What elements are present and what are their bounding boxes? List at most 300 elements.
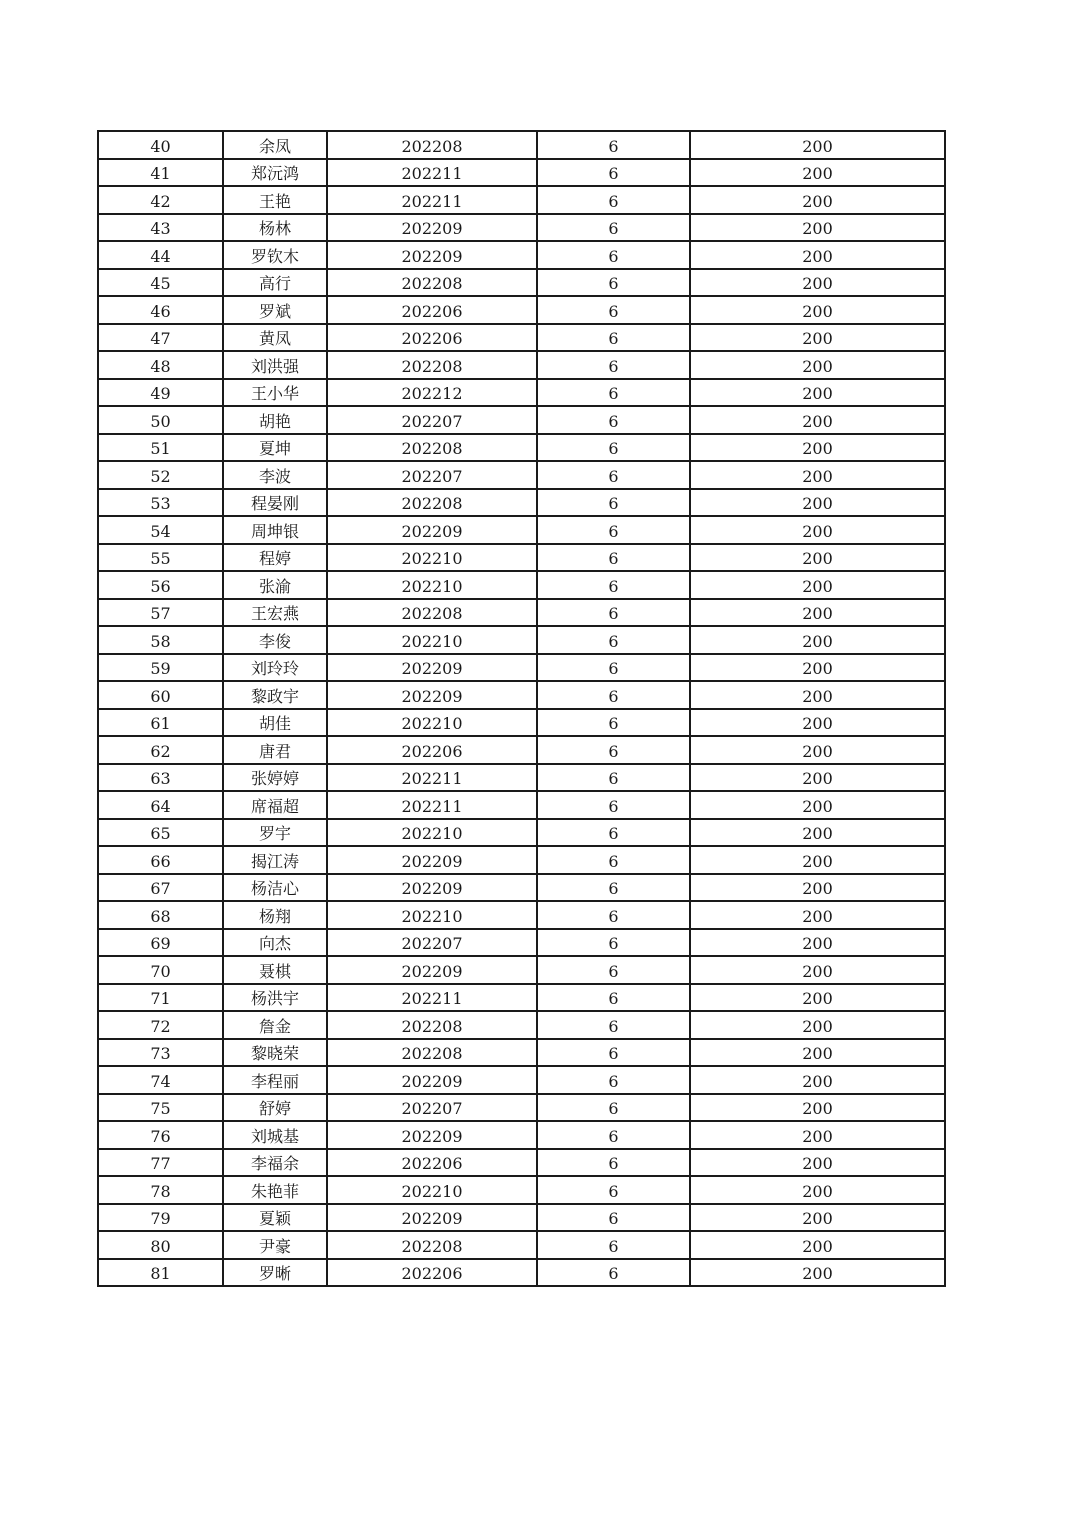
name-cell: [223, 241, 327, 269]
count-cell: [537, 901, 690, 929]
row-number-cell-text: 50: [150, 411, 171, 431]
name-cell: [223, 379, 327, 407]
month-cell: [327, 901, 537, 929]
table-row: [98, 709, 945, 737]
count-cell: [537, 874, 690, 902]
month-cell: [327, 269, 537, 297]
amount-cell-text: 200: [802, 961, 833, 981]
count-cell: [537, 186, 690, 214]
month-cell: [327, 874, 537, 902]
name-cell: [223, 1204, 327, 1232]
name-cell: [223, 159, 327, 187]
amount-cell: [690, 901, 945, 929]
row-number-cell-text: 67: [150, 879, 171, 898]
month-cell-text: 202210: [401, 714, 463, 733]
month-cell: [327, 131, 537, 159]
count-cell: [537, 516, 690, 544]
count-cell-text: 6: [608, 1016, 619, 1036]
row-number-cell-text: 70: [150, 961, 171, 981]
month-cell-text: 202208: [401, 274, 463, 293]
month-cell-text: 202210: [401, 906, 463, 926]
table-body: [98, 131, 945, 1286]
month-cell: [327, 159, 537, 187]
amount-cell: [690, 406, 945, 434]
row-number-cell-text: 65: [150, 824, 171, 843]
month-cell: [327, 709, 537, 737]
name-cell: [223, 406, 327, 434]
month-cell: [327, 1259, 537, 1287]
name-cell-text: 黄凤: [258, 329, 291, 348]
name-cell-text: 杨林: [258, 219, 291, 238]
count-cell-text: 6: [608, 329, 619, 348]
row-number-cell: [98, 241, 223, 269]
count-cell-text: 6: [608, 1044, 619, 1063]
row-number-cell: [98, 956, 223, 984]
name-cell-text: 詹金: [258, 1016, 291, 1036]
name-cell: [223, 269, 327, 297]
count-cell: [537, 764, 690, 792]
row-number-cell-text: 76: [150, 1126, 171, 1146]
month-cell: [327, 241, 537, 269]
count-cell-text: 6: [608, 604, 619, 623]
amount-cell: [690, 654, 945, 682]
row-number-cell: [98, 929, 223, 957]
count-cell: [537, 1066, 690, 1094]
amount-cell: [690, 709, 945, 737]
count-cell-text: 6: [608, 301, 619, 321]
row-number-cell-text: 71: [150, 989, 171, 1008]
count-cell: [537, 654, 690, 682]
name-cell: [223, 1149, 327, 1177]
amount-cell-text: 200: [802, 851, 833, 871]
month-cell-text: 202208: [401, 1016, 463, 1036]
name-cell: [223, 571, 327, 599]
month-cell: [327, 461, 537, 489]
row-number-cell-text: 81: [150, 1264, 171, 1283]
count-cell: [537, 571, 690, 599]
row-number-cell: [98, 351, 223, 379]
count-cell-text: 6: [608, 576, 619, 596]
name-cell-text: 胡艳: [258, 411, 291, 431]
count-cell-text: 6: [608, 136, 619, 156]
count-cell-text: 6: [608, 659, 619, 678]
amount-cell-text: 200: [802, 741, 833, 761]
amount-cell: [690, 1039, 945, 1067]
amount-cell: [690, 544, 945, 572]
count-cell-text: 6: [608, 906, 619, 926]
table-row: [98, 846, 945, 874]
amount-cell-text: 200: [802, 604, 833, 623]
month-cell: [327, 1204, 537, 1232]
table-row: [98, 406, 945, 434]
count-cell-text: 6: [608, 796, 619, 816]
amount-cell-text: 200: [802, 576, 833, 596]
row-number-cell: [98, 434, 223, 462]
amount-cell-text: 200: [802, 989, 833, 1008]
row-number-cell-text: 53: [150, 494, 171, 513]
count-cell-text: 6: [608, 769, 619, 788]
month-cell: [327, 819, 537, 847]
count-cell: [537, 544, 690, 572]
month-cell-text: 202209: [401, 879, 463, 898]
name-cell: [223, 681, 327, 709]
amount-cell: [690, 186, 945, 214]
name-cell-text: 程晏刚: [250, 494, 299, 513]
count-cell: [537, 626, 690, 654]
month-cell: [327, 489, 537, 517]
month-cell-text: 202209: [401, 686, 463, 706]
row-number-cell-text: 78: [150, 1181, 171, 1201]
name-cell-text: 张婷婷: [250, 769, 299, 788]
count-cell: [537, 159, 690, 187]
amount-cell-text: 200: [802, 246, 833, 266]
month-cell: [327, 626, 537, 654]
table-row: [98, 1204, 945, 1232]
table-row: [98, 1231, 945, 1259]
amount-cell-text: 200: [802, 1016, 833, 1036]
row-number-cell: [98, 681, 223, 709]
row-number-cell: [98, 1176, 223, 1204]
month-cell: [327, 379, 537, 407]
name-cell: [223, 1231, 327, 1259]
month-cell-text: 202207: [401, 466, 463, 486]
table-row: [98, 874, 945, 902]
month-cell-text: 202211: [401, 796, 463, 816]
count-cell-text: 6: [608, 274, 619, 293]
amount-cell-text: 200: [802, 1071, 833, 1091]
row-number-cell: [98, 1204, 223, 1232]
name-cell-text: 向杰: [258, 934, 291, 953]
row-number-cell: [98, 654, 223, 682]
month-cell-text: 202209: [401, 521, 463, 541]
name-cell: [223, 516, 327, 544]
month-cell-text: 202210: [401, 631, 463, 651]
row-number-cell: [98, 324, 223, 352]
amount-cell: [690, 1094, 945, 1122]
row-number-cell-text: 47: [150, 329, 171, 348]
name-cell-text: 胡佳: [258, 714, 291, 733]
name-cell-text: 罗宇: [258, 824, 291, 843]
amount-cell: [690, 984, 945, 1012]
row-number-cell: [98, 379, 223, 407]
name-cell-text: 黎政宇: [250, 686, 299, 706]
count-cell: [537, 379, 690, 407]
row-number-cell-text: 56: [150, 576, 171, 596]
name-cell: [223, 461, 327, 489]
row-number-cell-text: 60: [150, 686, 171, 706]
table-row: [98, 681, 945, 709]
name-cell: [223, 956, 327, 984]
name-cell-text: 揭江涛: [250, 851, 299, 871]
count-cell-text: 6: [608, 686, 619, 706]
amount-cell-text: 200: [802, 1181, 833, 1201]
month-cell: [327, 1231, 537, 1259]
count-cell-text: 6: [608, 989, 619, 1008]
row-number-cell: [98, 544, 223, 572]
name-cell-text: 李波: [258, 466, 291, 486]
amount-cell: [690, 791, 945, 819]
count-cell: [537, 599, 690, 627]
count-cell: [537, 791, 690, 819]
count-cell-text: 6: [608, 824, 619, 843]
count-cell-text: 6: [608, 879, 619, 898]
row-number-cell: [98, 819, 223, 847]
row-number-cell: [98, 1066, 223, 1094]
table-row: [98, 544, 945, 572]
amount-cell: [690, 1176, 945, 1204]
count-cell-text: 6: [608, 164, 619, 183]
month-cell: [327, 1121, 537, 1149]
table-row: [98, 654, 945, 682]
row-number-cell: [98, 1259, 223, 1287]
month-cell: [327, 1066, 537, 1094]
count-cell: [537, 846, 690, 874]
row-number-cell: [98, 1149, 223, 1177]
row-number-cell-text: 72: [150, 1016, 171, 1036]
count-cell: [537, 956, 690, 984]
name-cell-text: 席福超: [250, 796, 299, 816]
month-cell: [327, 1011, 537, 1039]
table-row: [98, 736, 945, 764]
count-cell: [537, 1121, 690, 1149]
amount-cell: [690, 1066, 945, 1094]
row-number-cell: [98, 599, 223, 627]
amount-cell-text: 200: [802, 1236, 833, 1256]
name-cell: [223, 1094, 327, 1122]
count-cell: [537, 929, 690, 957]
table-row: [98, 1011, 945, 1039]
row-number-cell-text: 46: [150, 301, 171, 321]
month-cell-text: 202212: [401, 384, 463, 403]
count-cell: [537, 351, 690, 379]
table-row: [98, 351, 945, 379]
month-cell: [327, 516, 537, 544]
month-cell: [327, 571, 537, 599]
amount-cell-text: 200: [802, 439, 833, 458]
amount-cell-text: 200: [802, 1264, 833, 1283]
name-cell-text: 王艳: [258, 191, 291, 211]
month-cell: [327, 764, 537, 792]
amount-cell: [690, 736, 945, 764]
name-cell: [223, 1039, 327, 1067]
table-row: [98, 461, 945, 489]
name-cell: [223, 709, 327, 737]
count-cell: [537, 1094, 690, 1122]
row-number-cell-text: 42: [150, 191, 171, 211]
count-cell-text: 6: [608, 934, 619, 953]
name-cell-text: 罗斌: [258, 301, 291, 321]
count-cell-text: 6: [608, 631, 619, 651]
count-cell: [537, 214, 690, 242]
count-cell-text: 6: [608, 961, 619, 981]
count-cell: [537, 1204, 690, 1232]
name-cell: [223, 626, 327, 654]
count-cell: [537, 324, 690, 352]
row-number-cell: [98, 406, 223, 434]
month-cell: [327, 929, 537, 957]
row-number-cell-text: 40: [150, 136, 171, 156]
month-cell-text: 202206: [401, 1154, 463, 1173]
amount-cell-text: 200: [802, 466, 833, 486]
name-cell-text: 刘玲玲: [250, 659, 299, 678]
count-cell-text: 6: [608, 521, 619, 541]
count-cell-text: 6: [608, 851, 619, 871]
name-cell: [223, 131, 327, 159]
amount-cell-text: 200: [802, 329, 833, 348]
name-cell-text: 朱艳菲: [250, 1181, 299, 1201]
amount-cell-text: 200: [802, 164, 833, 183]
count-cell-text: 6: [608, 714, 619, 733]
row-number-cell: [98, 1231, 223, 1259]
name-cell: [223, 351, 327, 379]
month-cell-text: 202211: [401, 769, 463, 788]
month-cell-text: 202211: [401, 191, 463, 211]
name-cell: [223, 1176, 327, 1204]
amount-cell-text: 200: [802, 769, 833, 788]
month-cell-text: 202206: [401, 301, 463, 321]
amount-cell: [690, 159, 945, 187]
name-cell-text: 杨翔: [258, 906, 291, 926]
month-cell-text: 202209: [401, 659, 463, 678]
month-cell: [327, 434, 537, 462]
amount-cell: [690, 599, 945, 627]
month-cell-text: 202208: [401, 439, 463, 458]
row-number-cell-text: 48: [150, 356, 171, 376]
count-cell-text: 6: [608, 1209, 619, 1228]
month-cell-text: 202208: [401, 356, 463, 376]
table-row: [98, 434, 945, 462]
name-cell: [223, 1121, 327, 1149]
count-cell: [537, 1231, 690, 1259]
table-row: [98, 571, 945, 599]
month-cell-text: 202208: [401, 494, 463, 513]
count-cell: [537, 131, 690, 159]
month-cell: [327, 956, 537, 984]
month-cell-text: 202209: [401, 219, 463, 238]
name-cell-text: 周坤银: [250, 521, 299, 541]
month-cell-text: 202206: [401, 329, 463, 348]
month-cell-text: 202208: [401, 1236, 463, 1256]
name-cell-text: 王小华: [250, 384, 299, 403]
month-cell: [327, 1176, 537, 1204]
amount-cell-text: 200: [802, 934, 833, 953]
count-cell: [537, 461, 690, 489]
amount-cell: [690, 434, 945, 462]
amount-cell: [690, 1259, 945, 1287]
row-number-cell-text: 54: [150, 521, 171, 541]
name-cell: [223, 324, 327, 352]
count-cell-text: 6: [608, 1181, 619, 1201]
count-cell-text: 6: [608, 411, 619, 431]
table-row: [98, 269, 945, 297]
month-cell: [327, 654, 537, 682]
count-cell-text: 6: [608, 356, 619, 376]
count-cell: [537, 709, 690, 737]
name-cell: [223, 434, 327, 462]
row-number-cell: [98, 186, 223, 214]
row-number-cell: [98, 984, 223, 1012]
name-cell: [223, 186, 327, 214]
month-cell-text: 202207: [401, 1099, 463, 1118]
row-number-cell-text: 44: [150, 246, 171, 266]
row-number-cell: [98, 709, 223, 737]
row-number-cell-text: 57: [150, 604, 171, 623]
month-cell: [327, 406, 537, 434]
amount-cell-text: 200: [802, 301, 833, 321]
count-cell: [537, 819, 690, 847]
month-cell-text: 202211: [401, 989, 463, 1008]
table-row: [98, 1066, 945, 1094]
name-cell-text: 李程丽: [250, 1071, 299, 1091]
amount-cell-text: 200: [802, 879, 833, 898]
amount-cell: [690, 241, 945, 269]
count-cell: [537, 434, 690, 462]
month-cell-text: 202208: [401, 604, 463, 623]
month-cell: [327, 186, 537, 214]
row-number-cell-text: 74: [150, 1071, 171, 1091]
month-cell-text: 202209: [401, 1126, 463, 1146]
count-cell-text: 6: [608, 1264, 619, 1283]
row-number-cell-text: 49: [150, 384, 171, 403]
table-row: [98, 1176, 945, 1204]
table-row: [98, 956, 945, 984]
amount-cell: [690, 269, 945, 297]
count-cell: [537, 1259, 690, 1287]
amount-cell: [690, 874, 945, 902]
month-cell-text: 202209: [401, 1071, 463, 1091]
table-row: [98, 516, 945, 544]
name-cell-text: 郑沅鸿: [250, 164, 299, 183]
row-number-cell: [98, 626, 223, 654]
row-number-cell: [98, 1121, 223, 1149]
amount-cell-text: 200: [802, 274, 833, 293]
row-number-cell: [98, 516, 223, 544]
table-row: [98, 1259, 945, 1287]
month-cell-text: 202210: [401, 1181, 463, 1201]
row-number-cell-text: 66: [150, 851, 171, 871]
amount-cell-text: 200: [802, 521, 833, 541]
row-number-cell-text: 63: [150, 769, 171, 788]
row-number-cell-text: 43: [150, 219, 171, 238]
table-row: [98, 1121, 945, 1149]
row-number-cell: [98, 1011, 223, 1039]
row-number-cell-text: 55: [150, 549, 171, 568]
name-cell-text: 李福余: [250, 1154, 299, 1173]
count-cell-text: 6: [608, 219, 619, 238]
count-cell-text: 6: [608, 1099, 619, 1118]
count-cell-text: 6: [608, 191, 619, 211]
month-cell: [327, 846, 537, 874]
name-cell-text: 聂棋: [258, 961, 291, 981]
amount-cell-text: 200: [802, 219, 833, 238]
row-number-cell: [98, 269, 223, 297]
name-cell-text: 余凤: [258, 136, 291, 156]
name-cell: [223, 544, 327, 572]
table-row: [98, 324, 945, 352]
data-table: [97, 130, 946, 1287]
name-cell: [223, 1066, 327, 1094]
count-cell-text: 6: [608, 466, 619, 486]
amount-cell-text: 200: [802, 549, 833, 568]
name-cell-text: 杨洪宇: [250, 989, 299, 1008]
count-cell: [537, 269, 690, 297]
month-cell: [327, 984, 537, 1012]
count-cell-text: 6: [608, 439, 619, 458]
name-cell: [223, 296, 327, 324]
month-cell: [327, 1094, 537, 1122]
amount-cell-text: 200: [802, 1099, 833, 1118]
month-cell: [327, 599, 537, 627]
